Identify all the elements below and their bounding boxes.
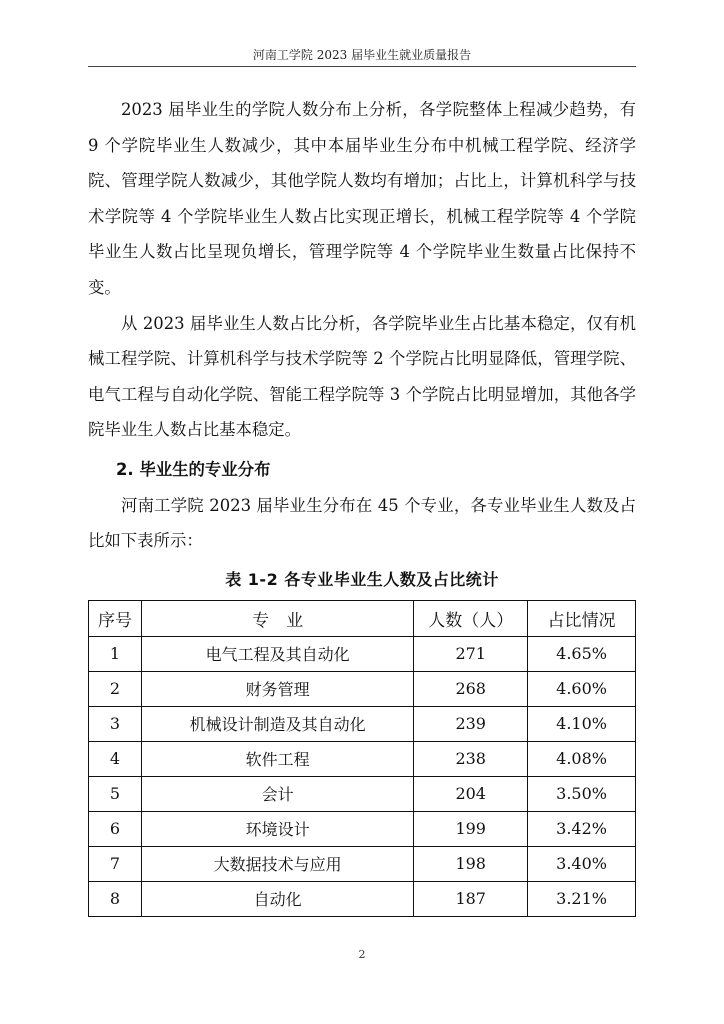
cell-major: 软件工程	[141, 741, 413, 776]
cell-count: 187	[414, 881, 528, 916]
header-major: 专 业	[141, 600, 413, 636]
cell-index: 2	[89, 671, 142, 706]
cell-index: 5	[89, 776, 142, 811]
table-row	[89, 636, 636, 671]
table-row	[89, 671, 636, 706]
cell-major: 电气工程及其自动化	[141, 636, 413, 671]
cell-count: 268	[414, 671, 528, 706]
header-count: 人数（人）	[414, 600, 528, 636]
table-row	[89, 811, 636, 846]
table-row	[89, 741, 636, 776]
cell-count: 239	[414, 706, 528, 741]
cell-count: 238	[414, 741, 528, 776]
cell-count: 198	[414, 846, 528, 881]
cell-index: 3	[89, 706, 142, 741]
cell-major: 环境设计	[141, 811, 413, 846]
page-header: 河南工学院 2023 届毕业生就业质量报告	[252, 48, 472, 62]
cell-ratio: 3.40%	[528, 846, 636, 881]
table-row	[89, 776, 636, 811]
cell-ratio: 4.60%	[528, 671, 636, 706]
cell-count: 199	[414, 811, 528, 846]
cell-major: 会计	[141, 776, 413, 811]
cell-ratio: 4.65%	[528, 636, 636, 671]
cell-ratio: 4.08%	[528, 741, 636, 776]
table-header-row	[89, 600, 636, 636]
major-stats-table	[88, 600, 636, 917]
page-number: 2	[358, 948, 366, 961]
cell-ratio: 4.10%	[528, 706, 636, 741]
table-caption: 表 1-2 各专业毕业生人数及占比统计	[225, 569, 499, 589]
cell-ratio: 3.42%	[528, 811, 636, 846]
cell-major: 机械设计制造及其自动化	[141, 706, 413, 741]
cell-ratio: 3.21%	[528, 881, 636, 916]
cell-index: 4	[89, 741, 142, 776]
header-index: 序号	[89, 600, 142, 636]
header-divider	[88, 66, 636, 67]
cell-major: 自动化	[141, 881, 413, 916]
section-heading: 2. 毕业生的专业分布	[116, 459, 271, 479]
table-row	[89, 846, 636, 881]
cell-index: 7	[89, 846, 142, 881]
table-row	[89, 706, 636, 741]
cell-ratio: 3.50%	[528, 776, 636, 811]
paragraph-major-intro: 河南工学院 2023 届毕业生分布在 45 个专业，各专业毕业生人数及占比如下表所示：	[88, 495, 636, 551]
document-body	[88, 92, 636, 917]
header-ratio: 占比情况	[528, 600, 636, 636]
table-row	[89, 881, 636, 916]
cell-index: 8	[89, 881, 142, 916]
cell-count: 204	[414, 776, 528, 811]
paragraph-college-distribution: 2023 届毕业生的学院人数分布上分析，各学院整体上程减少趋势，有 9 个学院毕业生人数减少，其中本届毕业生分布中机械工程学院、经济学院、管理学院人数减少，其他学院人数均有增加；占比上，计算机科学与技术学院等 4 个学院毕业生人数占比实现正增长，机械工程学院等 4 个学院毕业生人数占比呈现负增长，管理学院等 4 个学院毕业生数量占比保持不变。	[88, 100, 636, 297]
cell-major: 财务管理	[141, 671, 413, 706]
cell-major: 大数据技术与应用	[141, 846, 413, 881]
cell-index: 1	[89, 636, 142, 671]
cell-count: 271	[414, 636, 528, 671]
cell-index: 6	[89, 811, 142, 846]
paragraph-ratio-analysis: 从 2023 届毕业生人数占比分析，各学院毕业生占比基本稳定，仅有机械工程学院、计算机科学与技术学院等 2 个学院占比明显降低，管理学院、电气工程与自动化学院、智能工程学院等 3 个学院占比明显增加，其他各学院毕业生人数占比基本稳定。	[88, 313, 636, 440]
